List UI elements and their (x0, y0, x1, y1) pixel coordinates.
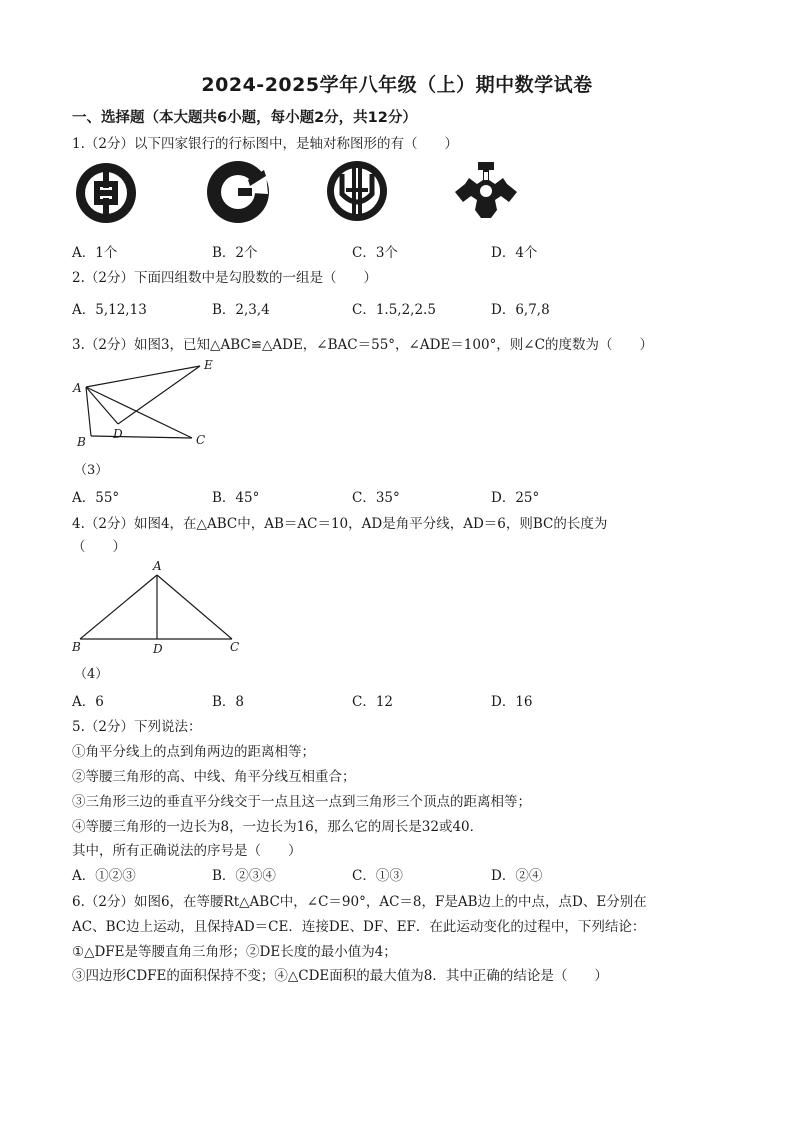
q3-point-c: C (196, 433, 206, 447)
q1-stem: 1.（2分）以下四家银行的行标图中，是轴对称图形的有（ ） (72, 136, 458, 152)
q6-line-2: AC、BC边上运动，且保持AD＝CE．连接DE、DF、EF．在此运动变化的过程中，下列结论： (72, 919, 646, 935)
q5-statement-1: ①角平分线上的点到角两边的距离相等； (72, 744, 315, 760)
q5-question: 其中，所有正确说法的序号是（ ） (72, 843, 302, 859)
q2-option-d[interactable]: D．6,7,8 (491, 302, 550, 318)
q3-point-e: E (204, 358, 213, 372)
q1-option-b[interactable]: B．2个 (212, 245, 258, 261)
q6-line-4: ③四边形CDFE的面积保持不变；④△CDE面积的最大值为8．其中正确的结论是（ ） (72, 968, 608, 984)
bank-logo-ccb-icon (204, 158, 272, 226)
q5-statement-2: ②等腰三角形的高、中线、角平分线互相重合； (72, 769, 356, 785)
q4-stem-line1: 4.（2分）如图4，在△ABC中，AB＝AC＝10，AD是角平分线，AD＝6，则BC的长度为 (72, 516, 608, 532)
q3-point-d: D (113, 427, 123, 441)
q1-option-a[interactable]: A．1个 (72, 245, 118, 261)
bank-logo-icbc-icon (73, 160, 139, 226)
q5-option-a[interactable]: A．①②③ (72, 868, 136, 884)
q4-point-b: B (72, 640, 81, 654)
q6-line-3: ①△DFE是等腰直角三角形；②DE长度的最小值为4； (72, 944, 397, 960)
q4-option-a[interactable]: A．6 (72, 694, 104, 710)
q3-option-b[interactable]: B．45° (212, 490, 260, 506)
q4-point-c: C (230, 640, 240, 654)
q3-point-a: A (73, 381, 82, 395)
q2-option-b[interactable]: B．2,3,4 (212, 302, 270, 318)
q1-option-c[interactable]: C．3个 (352, 245, 398, 261)
q4-option-b[interactable]: B．8 (212, 694, 245, 710)
q4-option-c[interactable]: C．12 (352, 694, 394, 710)
exam-title: 2024-2025学年八年级（上）期中数学试卷 (201, 74, 593, 96)
q5-statement-3: ③三角形三边的垂直平分线交于一点且这一点到三角形三个顶点的距离相等； (72, 794, 531, 810)
q3-point-b: B (77, 435, 86, 449)
q5-option-c[interactable]: C．①③ (352, 868, 403, 884)
q4-point-d: D (153, 642, 163, 656)
q3-option-d[interactable]: D．25° (491, 490, 540, 506)
q3-option-a[interactable]: A．55° (72, 490, 120, 506)
q6-line-1: 6.（2分）如图6，在等腰Rt△ABC中，∠C＝90°，AC＝8，F是AB边上的中点，点D、E分别在 (72, 894, 647, 910)
q3-option-c[interactable]: C．35° (352, 490, 400, 506)
bank-logo-boc-icon (451, 158, 521, 222)
section-heading: 一、选择题（本大题共6小题，每小题2分，共12分） (72, 110, 417, 126)
q2-option-a[interactable]: A．5,12,13 (72, 302, 147, 318)
q4-point-a: A (153, 559, 162, 573)
q5-stem: 5.（2分）下列说法： (72, 719, 202, 735)
q5-option-b[interactable]: B．②③④ (212, 868, 276, 884)
q4-figure (68, 558, 248, 658)
q3-figure (70, 355, 220, 450)
bank-logo-abc-icon (324, 158, 390, 224)
q4-stem-line2: （ ） (72, 539, 126, 555)
q3-figure-caption: （3） (74, 463, 109, 478)
q2-stem: 2.（2分）下面四组数中是勾股数的一组是（ ） (72, 270, 377, 286)
q4-figure-caption: （4） (74, 667, 109, 682)
q5-option-d[interactable]: D．②④ (491, 868, 543, 884)
q1-option-d[interactable]: D．4个 (491, 245, 538, 261)
q2-option-c[interactable]: C．1.5,2,2.5 (352, 302, 436, 318)
q4-option-d[interactable]: D．16 (491, 694, 533, 710)
q3-stem: 3.（2分）如图3，已知△ABC≌△ADE，∠BAC＝55°，∠ADE＝100°，则∠C的度数为（ ） (72, 337, 653, 353)
q5-statement-4: ④等腰三角形的一边长为8，一边长为16，那么它的周长是32或40． (72, 819, 484, 835)
